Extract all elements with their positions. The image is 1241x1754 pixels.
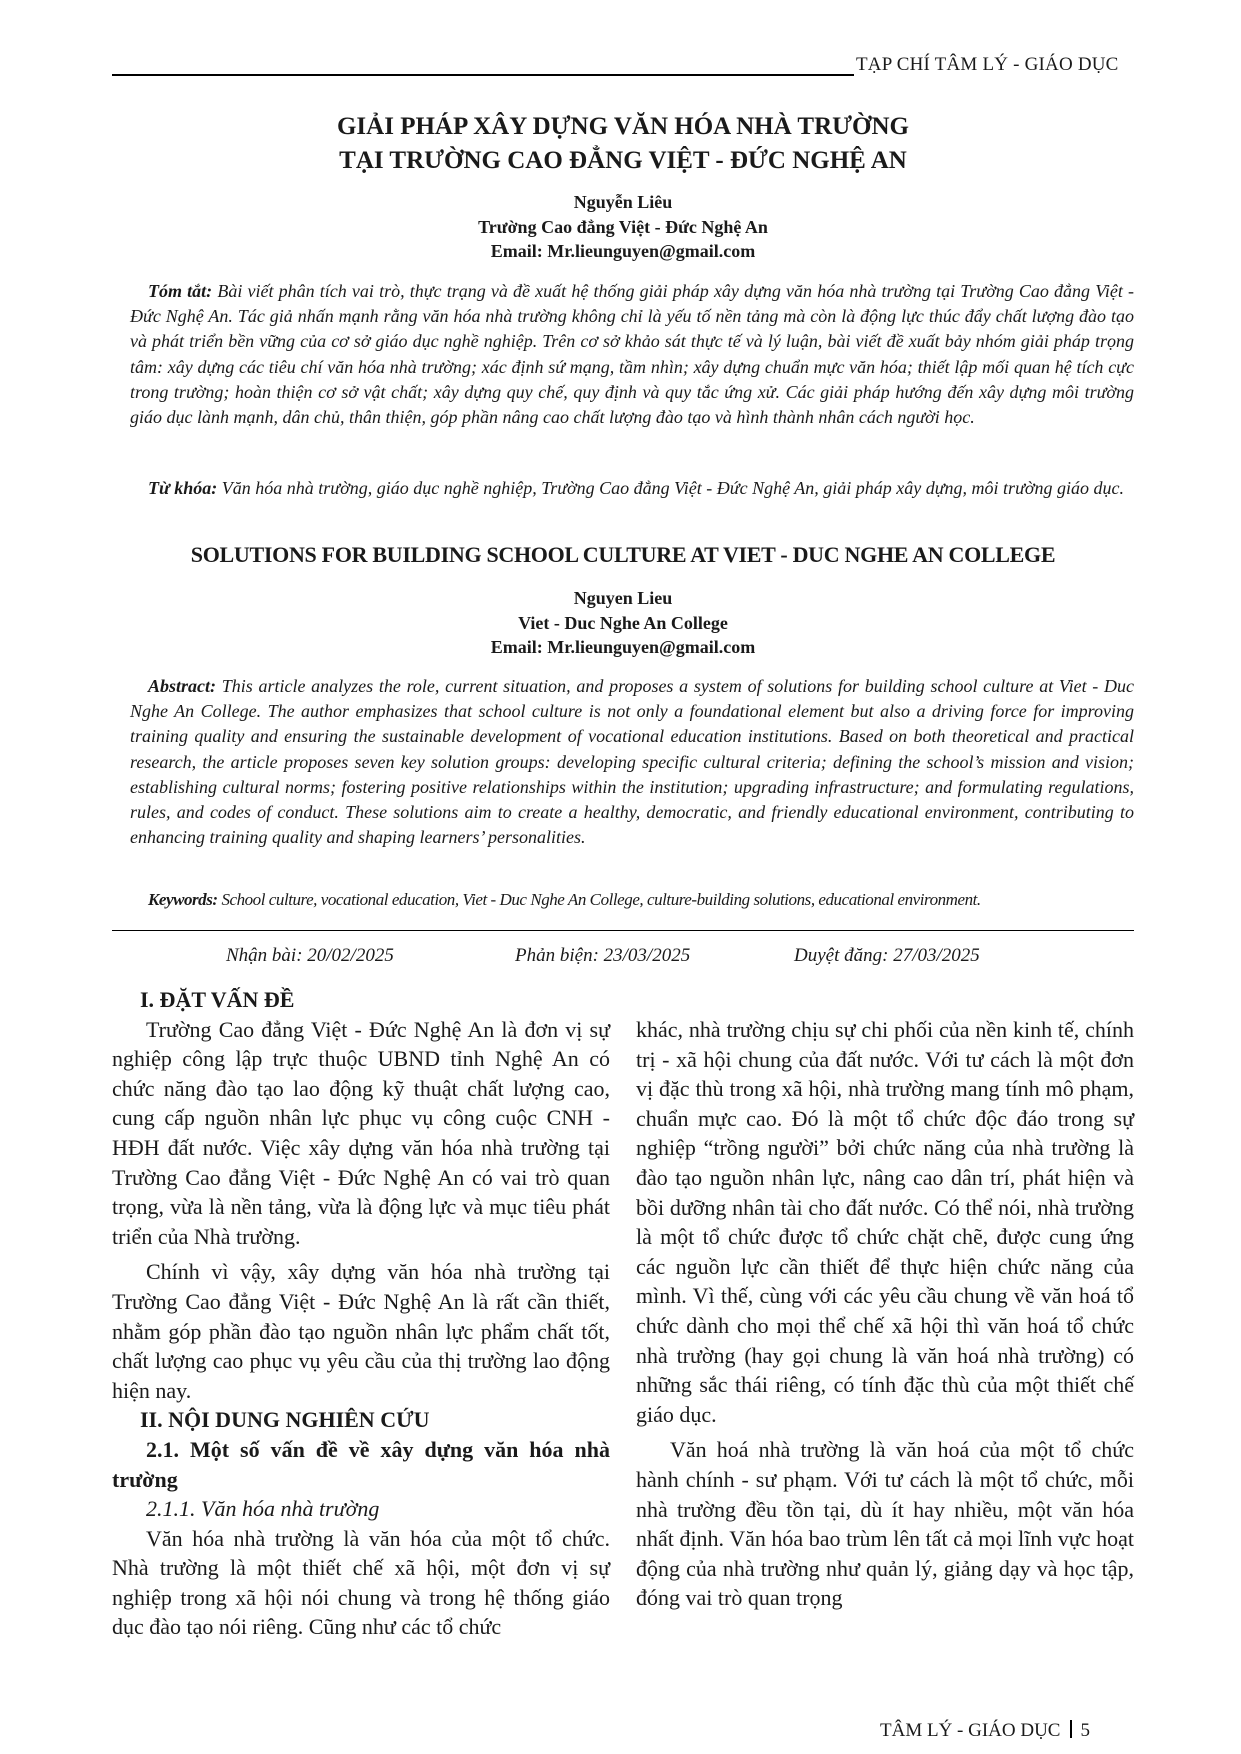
paragraph: Văn hóa nhà trường là văn hóa của một tổ chức. Nhà trường là một thiết chế xã hội, một đơn vị sự nghiệp trong xã hội nói chung và trong hệ thống giáo dục đào tạo nói riêng. Cũng như các tổ chức <box>112 1525 610 1640</box>
page-number: 5 <box>1080 1720 1090 1741</box>
paragraph: Trường Cao đẳng Việt - Đức Nghệ An là đơn vị sự nghiệp công lập trực thuộc UBND tỉnh Nghệ An có chức năng đào tạo lao động kỹ thuật chất lượng cao, cung cấp nguồn nhân lực phục vụ công cuộc CNH - HĐH đất nước. Việc xây dựng văn hóa nhà trường tại Trường Cao đẳng Việt - Đức Nghệ An có vai trò quan trọng, vừa là nền tảng, vừa là động lực và mục tiêu phát triển của Nhà trường. <box>112 1016 610 1249</box>
paragraph: khác, nhà trường chịu sự chi phối của nền kinh tế, chính trị - xã hội chung của đất nước. Với tư cách là một đơn vị đặc thù trong xã hội, nhà trường mang tính mô phạm, chuẩn mực cao. Đó là một tổ chức độc đáo trong sự nghiệp “trồng người” bởi chức năng của nhà trường là đào tạo nguồn nhân lực, nâng cao dân trí, phát hiện và bồi dưỡng nhân tài cho đất nước. Có thể nói, nhà trường là một tổ chức được tổ chức chặt chẽ, được cung ứng các nguồn lực cần thiết để thực hiện chức năng của mình. Vì thế, cùng với các yêu cầu chung về văn hoá tổ chức dành cho mọi thể chế xã hội thì văn hoá tổ chức nhà trường (hay gọi chung là văn hoá nhà trường) có những sắc thái riêng, có tính đặc thù của một thiết chế giáo dục. <box>636 1017 1134 1427</box>
article-title-vi <box>112 110 1134 178</box>
body-column-left <box>112 985 610 1642</box>
abstract-en <box>130 674 1134 850</box>
title-line-2: TẠI TRƯỜNG CAO ĐẲNG VIỆT - ĐỨC NGHỆ AN <box>339 147 907 174</box>
keywords-text-vi: Văn hóa nhà trường, giáo dục nghề nghiệp, Trường Cao đẳng Việt - Đức Nghệ An, giải pháp xây dựng, môi trường giáo dục. <box>221 478 1124 498</box>
subsection-heading-2-1: 2.1. Một số vấn đề về xây dựng văn hóa nhà trường <box>112 1436 610 1492</box>
footer-divider <box>1070 1720 1072 1738</box>
keywords-label-en: Keywords: <box>148 890 218 909</box>
footer-journal: TÂM LÝ - GIÁO DỤC <box>880 1720 1061 1741</box>
abstract-vi <box>130 279 1134 430</box>
section-heading-1: I. ĐẶT VẤN ĐỀ <box>140 987 295 1012</box>
section-rule <box>112 930 1134 931</box>
author-block-vi <box>112 190 1134 264</box>
author-affiliation-vi: Trường Cao đẳng Việt - Đức Nghệ An <box>478 216 768 237</box>
paragraph: Chính vì vậy, xây dựng văn hóa nhà trường tại Trường Cao đẳng Việt - Đức Nghệ An là rất cần thiết, nhằm góp phần đào tạo nguồn nhân lực phẩm chất tốt, chất lượng cao phục vụ yêu cầu của thị trường lao động hiện nay. <box>112 1259 610 1403</box>
author-email-en: Email: Mr.lieunguyen@gmail.com <box>490 637 756 657</box>
author-block-en <box>112 586 1134 660</box>
subsection-heading-2-1-1: 2.1.1. Văn hóa nhà trường <box>146 1496 380 1522</box>
keywords-text-en: School culture, vocational education, Viet - Duc Nghe An College, culture-building solutions, educational environment. <box>221 890 981 909</box>
date-accepted: Duyệt đăng: 27/03/2025 <box>794 945 980 966</box>
section-heading-2: II. NỘI DUNG NGHIÊN CỨU <box>140 1407 430 1433</box>
body-column-right <box>636 1015 1134 1613</box>
abstract-label-vi: Tóm tắt: <box>148 281 213 301</box>
header-rule <box>112 74 854 76</box>
keywords-en <box>130 887 1134 912</box>
page-footer <box>880 1720 1090 1742</box>
title-line-1: GIẢI PHÁP XÂY DỰNG VĂN HÓA NHÀ TRƯỜNG <box>336 113 909 140</box>
abstract-text-en: This article analyzes the role, current situation, and proposes a system of solutions for building school culture at Viet - Duc Nghe An College. The author emphasizes that school culture is not only a foundational element but also a driving force for improving training quality and ensuring the sustainable development of vocational education institutions. Based on both theoretical and practical research, the article proposes seven key solution groups: developing specific cultural criteria; defining the school’s mission and vision; establishing cultural norms; fostering positive relationships within the institution; upgrading infrastructure; and formulating regulations, rules, and codes of conduct. These solutions aim to create a healthy, democratic, and friendly educational environment, contributing to enhancing training quality and shaping learners’ personalities. <box>130 676 1134 848</box>
paragraph: Văn hoá nhà trường là văn hoá của một tổ chức hành chính - sư phạm. Với tư cách là một tổ chức, mỗi nhà trường đều tồn tại, dù ít hay nhiều, một văn hóa nhất định. Văn hóa bao trùm lên tất cả mọi lĩnh vực hoạt động của nhà trường như quản lý, giảng dạy và học tập, đóng vai trò quan trọng <box>636 1437 1134 1611</box>
author-affiliation-en: Viet - Duc Nghe An College <box>518 612 728 633</box>
journal-name: TẠP CHÍ TÂM LÝ - GIÁO DỤC <box>856 54 1119 75</box>
date-reviewed: Phản biện: 23/03/2025 <box>515 945 691 966</box>
author-name-vi: Nguyễn Liêu <box>573 192 673 212</box>
author-name-en: Nguyen Lieu <box>573 588 673 608</box>
keywords-label-vi: Từ khóa: <box>148 478 218 498</box>
abstract-label-en: Abstract: <box>148 676 217 696</box>
article-title-en: SOLUTIONS FOR BUILDING SCHOOL CULTURE AT VIET - DUC NGHE AN COLLEGE <box>190 542 1056 567</box>
author-email-vi: Email: Mr.lieunguyen@gmail.com <box>490 241 756 261</box>
keywords-vi <box>130 476 1134 501</box>
date-received: Nhận bài: 20/02/2025 <box>226 945 394 966</box>
abstract-text-vi: Bài viết phân tích vai trò, thực trạng và đề xuất hệ thống giải pháp xây dựng văn hóa nhà trường tại Trường Cao đẳng Việt - Đức Nghệ An. Tác giả nhấn mạnh rằng văn hóa nhà trường không chỉ là yếu tố nền tảng mà còn là động lực thúc đẩy chất lượng đào tạo và phát triển bền vững của cơ sở giáo dục nghề nghiệp. Trên cơ sở khảo sát thực tế và lý luận, bài viết đề xuất bảy nhóm giải pháp trọng tâm: xây dựng các tiêu chí văn hóa nhà trường; xác định sứ mạng, tầm nhìn; xây dựng chuẩn mực văn hóa; thiết lập mối quan hệ tích cực trong trường; hoàn thiện cơ sở vật chất; xây dựng quy chế, quy định và quy tắc ứng xử. Các giải pháp hướng đến xây dựng môi trường giáo dục lành mạnh, dân chủ, thân thiện, góp phần nâng cao chất lượng đào tạo và hình thành nhân cách người học. <box>130 281 1135 428</box>
